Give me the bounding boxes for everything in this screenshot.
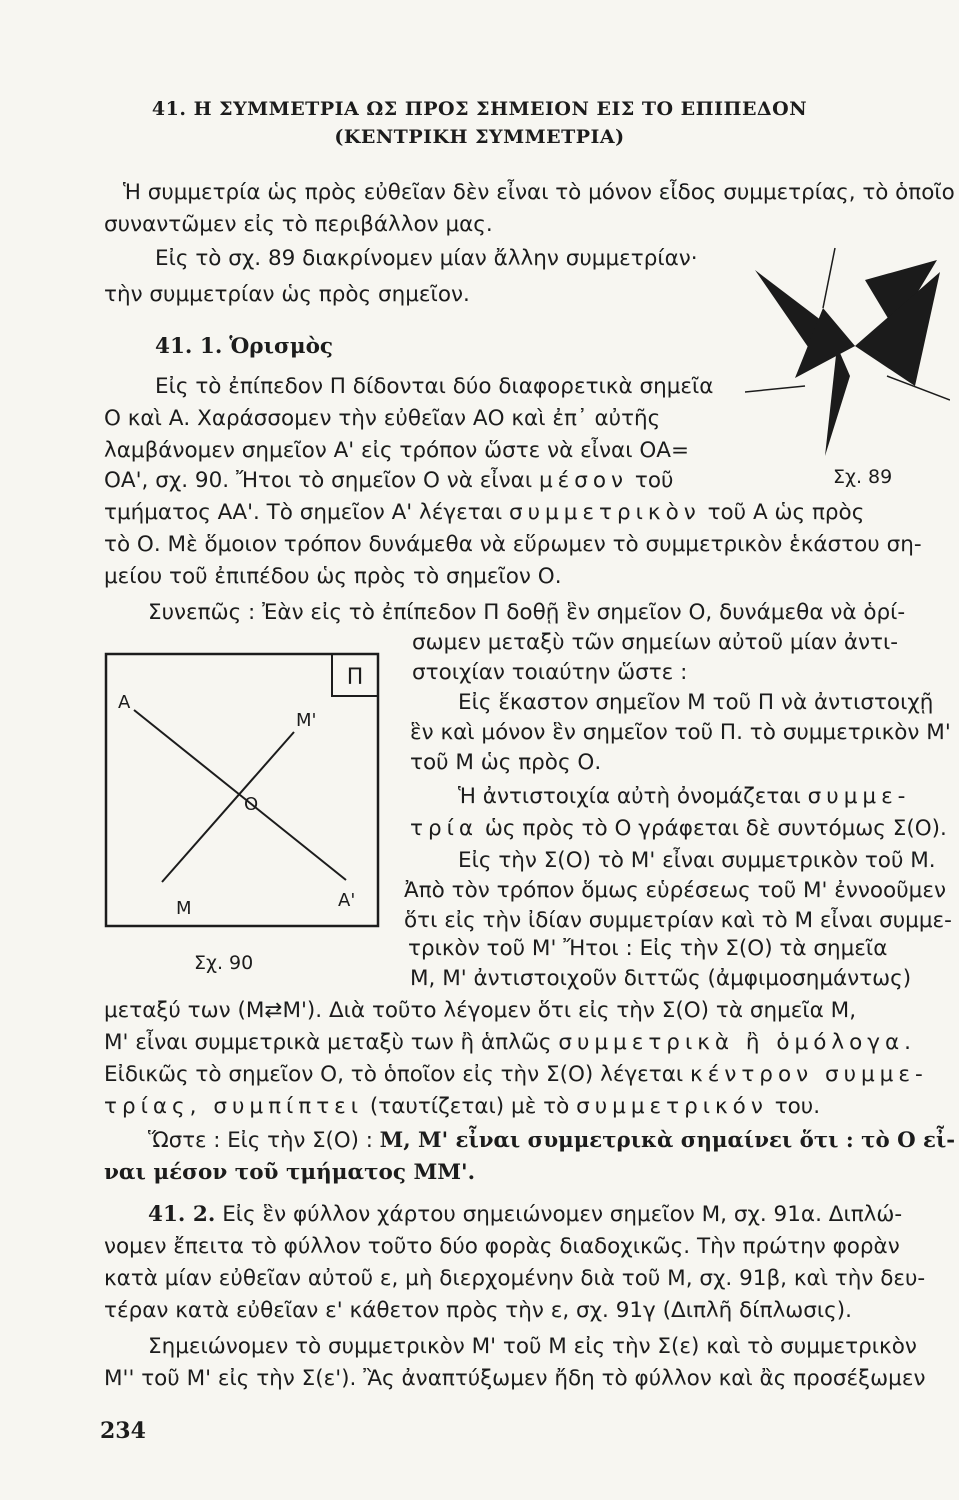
text-line: Ἀπὸ τὸν τρόπον ὅμως εὑρέσεως τοῦ Μ' ἐννοοῦμεν bbox=[404, 878, 946, 903]
segment-MM-prime bbox=[162, 732, 294, 882]
text-run: Μ'). Διὰ τοῦτο λέγομεν ὅτι εἰς τὴν Σ(Ο) τὰ σημεῖα Μ, bbox=[282, 998, 857, 1023]
point-label-O: Ο bbox=[244, 794, 259, 815]
text-line bbox=[104, 498, 864, 528]
text-line bbox=[104, 466, 673, 496]
text-line bbox=[458, 782, 910, 812]
text-line: τοῦ Μ ὡς πρὸς Ο. bbox=[410, 750, 602, 775]
text-line: κατὰ μίαν εὐθεῖαν αὐτοῦ ε, μὴ διερχομένην διὰ τοῦ Μ, σχ. 91β, καὶ τὴν δευ- bbox=[104, 1266, 926, 1291]
point-label-M: Μ bbox=[176, 898, 192, 919]
text-line: νομεν ἔπειτα τὸ φύλλον τοῦτο δύο φορὰς διαδοχικῶς. Τὴν πρώτην φορὰν bbox=[104, 1234, 900, 1259]
text-line: Μ'' τοῦ Μ' εἰς τὴν Σ(ε'). Ἂς ἀναπτύξωμεν ἤδη τὸ φύλλον καὶ ἂς προσέξωμεν bbox=[104, 1366, 926, 1391]
text-line bbox=[148, 1200, 902, 1230]
text-line: τὸ Ο. Μὲ ὅμοιον τρόπον δυνάμεθα νὰ εὕρωμεν τὸ συμμετρικὸν ἑκάστου ση- bbox=[104, 532, 922, 557]
section-heading: 41. Η ΣΥΜΜΕΤΡΙΑ ΩΣ ΠΡΟΣ ΣΗΜΕΙΟΝ ΕΙΣ ΤΟ ΕΠΙΠΕΔΟΝ bbox=[151, 98, 808, 120]
text-run: τοῦ Α ὡς πρὸς bbox=[707, 500, 865, 525]
text-line: λαμβάνομεν σημεῖον Α' εἰς τρόπον ὥστε νὰ εἶναι ΟΑ= bbox=[104, 438, 689, 463]
intro-line: Ἡ συμμετρία ὡς πρὸς εὐθεῖαν δὲν εἶναι τὸ μόνον εἶδος συμμετρίας, τὸ ὁποῖο bbox=[123, 180, 955, 205]
spaced-term: συμμετρικὸν bbox=[508, 500, 701, 525]
spaced-term: τρίας, συμπίπτει bbox=[104, 1094, 364, 1119]
text-line: στοιχίαν τοιαύτην ὥστε : bbox=[412, 660, 688, 685]
text-run: του. bbox=[774, 1094, 821, 1119]
text-run: ΟΑ', σχ. 90. Ἤτοι τὸ σημεῖον Ο νὰ εἶναι bbox=[104, 468, 533, 493]
double-arrow-icon: ⇄ bbox=[264, 998, 283, 1023]
intro-line: Εἰς τὸ σχ. 89 διακρίνομεν μίαν ἄλλην συμμετρίαν· bbox=[155, 246, 698, 271]
text-line: Συνεπῶς : Ἐὰν εἰς τὸ ἐπίπεδον Π δοθῇ ἓν σημεῖον Ο, δυνάμεθα νὰ ὁρί- bbox=[148, 600, 906, 625]
text-line: Εἰς τὴν Σ(Ο) τὸ Μ' εἶναι συμμετρικὸν τοῦ Μ. bbox=[458, 848, 936, 873]
spaced-term: τρία bbox=[410, 816, 479, 841]
text-run: Ὥστε : Εἰς τὴν Σ(Ο) : bbox=[148, 1128, 373, 1153]
point-label-A-prime: Α' bbox=[338, 890, 356, 911]
section-number: 41. 2. bbox=[148, 1202, 216, 1227]
page-number: 234 bbox=[100, 1418, 146, 1444]
segment-AA-prime bbox=[134, 710, 346, 880]
text-line bbox=[104, 996, 856, 1026]
spaced-term: συμμετρικὰ ἢ ὁμόλογα. bbox=[558, 1030, 916, 1055]
spaced-term: συμμετρικόν bbox=[576, 1094, 768, 1119]
text-line: Σημειώνομεν τὸ συμμετρικὸν Μ' τοῦ Μ εἰς τὴν Σ(ε) καὶ τὸ συμμετρικὸν bbox=[148, 1334, 917, 1359]
text-run: ὡς πρὸς τὸ Ο γράφεται δὲ συντόμως Σ(Ο). bbox=[484, 816, 947, 841]
text-line: Εἰς ἕκαστον σημεῖον Μ τοῦ Π νὰ ἀντιστοιχῇ bbox=[458, 690, 934, 715]
figure-90-caption: Σχ. 90 bbox=[194, 952, 254, 974]
text-run: μεταξύ των (Μ bbox=[104, 998, 265, 1023]
bold-line: ναι μέσον τοῦ τμήματος ΜΜ'. bbox=[104, 1160, 476, 1185]
text-line: Εἰς τὸ ἐπίπεδον Π δίδονται δύο διαφορετικὰ σημεῖα bbox=[155, 374, 714, 399]
spaced-term: συμμε- bbox=[807, 784, 911, 809]
figure-90-central-symmetry bbox=[104, 652, 384, 942]
figure-89-caption: Σχ. 89 bbox=[833, 466, 893, 488]
text-run: τμήματος ΑΑ'. Τὸ σημεῖον Α' λέγεται bbox=[104, 500, 503, 525]
spaced-term: κέντρον συμμε- bbox=[690, 1062, 928, 1087]
text-run: Ἡ ἀντιστοιχία αὐτὴ ὀνομάζεται bbox=[458, 784, 801, 809]
text-line bbox=[104, 1092, 820, 1122]
text-line: τρικὸν τοῦ Μ' Ἤτοι : Εἰς τὴν Σ(Ο) τὰ σημεῖα bbox=[408, 936, 888, 961]
text-run: Μ' εἶναι συμμετρικὰ μεταξὺ των ἢ ἁπλῶς bbox=[104, 1030, 552, 1055]
text-line: τέραν κατὰ εὐθεῖαν ε' κάθετον πρὸς τὴν ε, σχ. 91γ (Διπλῆ δίπλωσις). bbox=[104, 1298, 852, 1323]
intro-line: συναντῶμεν εἰς τὸ περιβάλλον μας. bbox=[104, 212, 493, 237]
text-line: σωμεν μεταξὺ τῶν σημείων αὐτοῦ μίαν ἀντι- bbox=[412, 630, 899, 655]
text-run: τοῦ bbox=[634, 468, 674, 493]
section-subheading: (ΚΕΝΤΡΙΚΗ ΣΥΜΜΕΤΡΙΑ) bbox=[334, 126, 625, 148]
text-run: (ταυτίζεται) μὲ τὸ bbox=[369, 1094, 570, 1119]
text-line: ὅτι εἰς τὴν ἰδίαν συμμετρίαν καὶ τὸ Μ εἶναι συμμε- bbox=[404, 908, 952, 933]
text-line bbox=[104, 1028, 916, 1058]
bold-statement: Μ, Μ' εἶναι συμμετρικὰ σημαίνει ὅτι : τὸ Ο εἶ- bbox=[379, 1128, 956, 1153]
text-line: ἓν καὶ μόνον ἓν σημεῖον τοῦ Π. τὸ συμμετρικὸν Μ' bbox=[410, 720, 951, 745]
point-label-M-prime: Μ' bbox=[296, 710, 317, 731]
text-line bbox=[148, 1126, 955, 1156]
text-line: μείου τοῦ ἐπιπέδου ὡς πρὸς τὸ σημεῖον Ο. bbox=[104, 564, 562, 589]
section-title bbox=[155, 332, 333, 362]
figure-89-pinwheel bbox=[745, 228, 950, 458]
plane-label: Π bbox=[346, 665, 364, 690]
text-line: Ο καὶ Α. Χαράσσομεν τὴν εὐθεῖαν ΑΟ καὶ ἐπ᾿ αὐτῆς bbox=[104, 406, 661, 431]
text-line bbox=[104, 1060, 928, 1090]
text-line bbox=[410, 814, 947, 844]
section-name: Ὁρισμὸς bbox=[229, 334, 334, 359]
text-run: Εἰδικῶς τὸ σημεῖον Ο, τὸ ὁποῖον εἰς τὴν Σ(Ο) λέγεται bbox=[104, 1062, 684, 1087]
text-run: Εἰς ἓν φύλλον χάρτου σημειώνομεν σημεῖον Μ, σχ. 91α. Διπλώ- bbox=[222, 1202, 903, 1227]
point-label-A: Α bbox=[118, 692, 131, 713]
intro-line: τὴν συμμετρίαν ὡς πρὸς σημεῖον. bbox=[104, 282, 470, 307]
text-line: Μ, Μ' ἀντιστοιχοῦν διττῶς (ἀμφιμοσημάντως) bbox=[410, 966, 912, 991]
spaced-term: μέσον bbox=[538, 468, 629, 493]
section-number: 41. 1. bbox=[155, 334, 223, 359]
